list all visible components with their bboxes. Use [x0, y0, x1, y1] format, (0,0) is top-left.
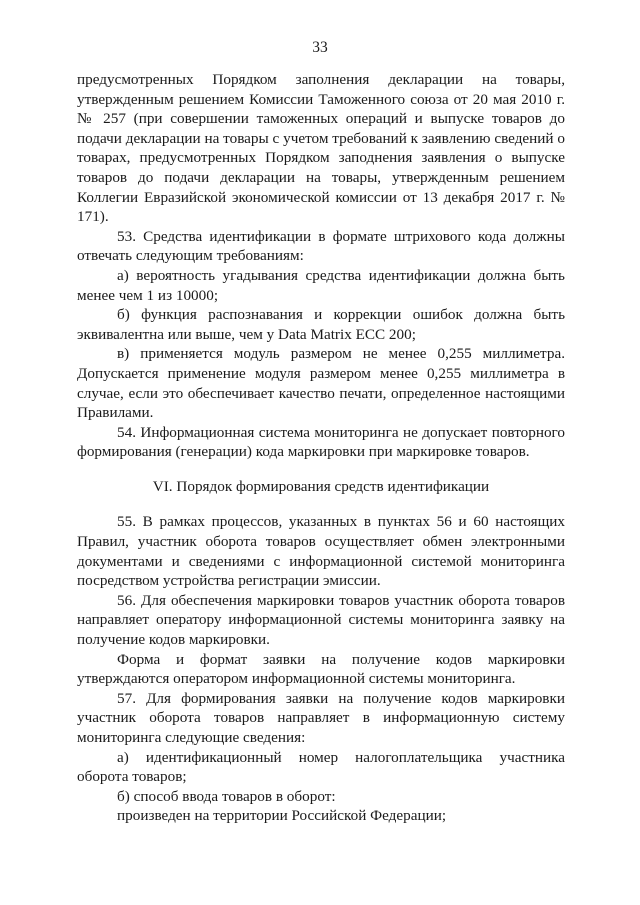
- list-item-57-a: а) идентификационный номер налогоплательщика участника оборота товаров;: [77, 748, 565, 786]
- paragraph-55: 55. В рамках процессов, указанных в пунктах 56 и 60 настоящих Правил, участник оборота товаров осуществляет обмен электронными документами и сведениями с информационной системой мониторинга посредством устройства регистрации эмиссии.: [77, 513, 565, 590]
- list-item-53-c: в) применяется модуль размером не менее 0,255 миллиметра. Допускается применение модуля размером менее 0,255 миллиметра в случае, если это обеспечивает качество печати, определенное настоящими Правилами.: [77, 345, 565, 422]
- paragraph-53: 53. Средства идентификации в формате штрихового кода должны отвечать следующим требованиям:: [77, 227, 565, 265]
- section-heading: VI. Порядок формирования средств идентификации: [152, 477, 490, 495]
- paragraph-56: 56. Для обеспечения маркировки товаров участник оборота товаров направляет оператору информационной системы мониторинга заявку на получение кодов маркировки.: [77, 591, 565, 649]
- page-number: 33: [312, 39, 328, 56]
- list-item-57-b-option: произведен на территории Российской Федерации;: [117, 807, 447, 825]
- list-item-53-b: б) функция распознавания и коррекции ошибок должна быть эквивалентна или выше, чем у Data Matrix ЕСС 200;: [77, 306, 565, 343]
- paragraph-57: 57. Для формирования заявки на получение кодов маркировки участник оборота товаров направляет в информационную систему мониторинга следующие сведения:: [77, 689, 565, 746]
- list-item-57-b: б) способ ввода товаров в оборот:: [117, 787, 336, 805]
- list-item-53-a: а) вероятность угадывания средства идентификации должна быть менее чем 1 из 10000;: [77, 266, 565, 304]
- paragraph-continuation: предусмотренных Порядком заполнения декларации на товары, утвержденным решением Комиссии Таможенного союза от 20 мая 2010 г. № 257 (при совершении таможенных операций и выпуске товаров до подачи декларации на товары с учетом требований к заявлению сведений о товарах, предусмотренных Порядком заподнения заявления о выпуске товаров до подачи декларации на товары, утвержденным решением Коллегии Евразийской экономической комиссии от 13 декабря 2017 г. № 171).: [77, 71, 565, 226]
- paragraph-56-form: Форма и формат заявки на получение кодов маркировки утверждаются оператором информационной системы мониторинга.: [77, 650, 565, 688]
- paragraph-54: 54. Информационная система мониторинга не допускает повторного формирования (генерации) кода маркировки при маркировке товаров.: [77, 423, 565, 461]
- document-body: [77, 70, 565, 826]
